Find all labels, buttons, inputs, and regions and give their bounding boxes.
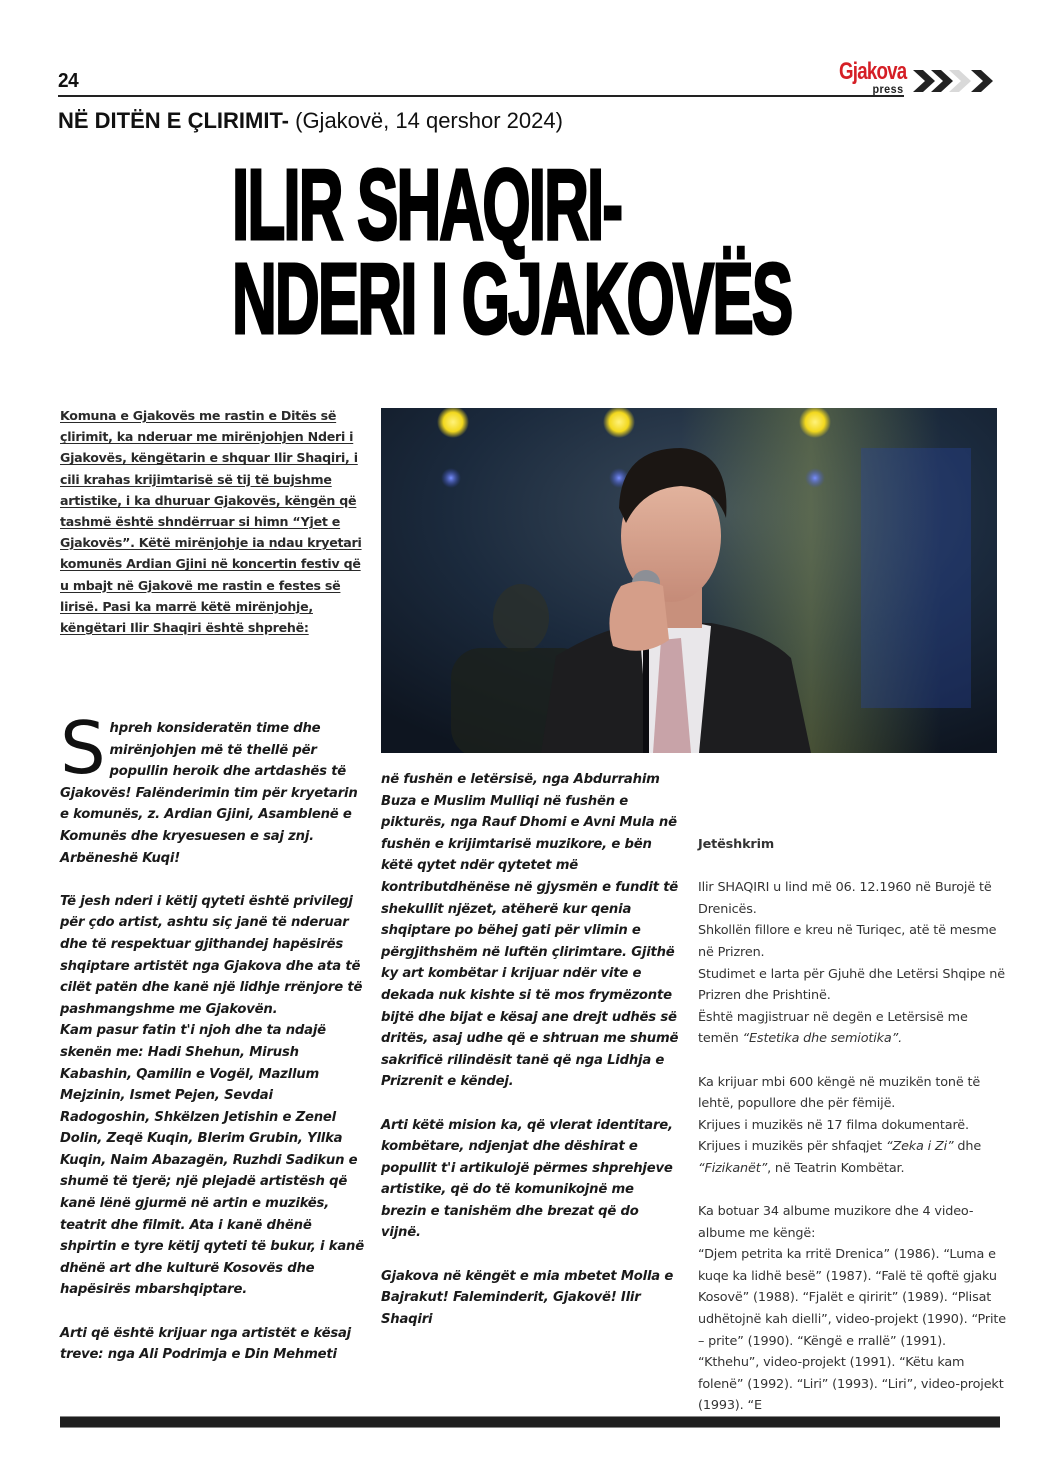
bio-schooling: Shkollën fillore e kreu në Turiqec, atë të mesme në Prizren. [698,923,997,960]
logo-subtitle: press [872,82,904,96]
bio-theatre-text: Krijues i muzikës për shfaqjet [698,1139,886,1155]
chevrons-icon [913,68,1003,94]
bio-theatre-show-1: “Zeka i Zi” [885,1139,954,1155]
article-photo [381,408,997,753]
quote-paragraph-6-text: Gjakova në këngët e mia mbetet Molla e Bajrakut! Faleminderit, Gjakovë! Ilir Shaqiri [381,1268,674,1327]
headline-line-2: NDERI I GJAKOVËS [232,243,792,355]
bio-songs: Ka krijuar mbi 600 këngë në muzikën tonë të lehtë, popullore dhe për fëmijë. [698,1074,981,1112]
publication-logo [816,58,908,98]
bio-masters-thesis: “Estetika dhe semiotika”. [742,1031,903,1047]
bio-theatre-end: , në Teatrin Kombëtar. [767,1160,905,1176]
biography-column [698,834,1008,1417]
drop-cap: S [60,706,106,790]
bio-studies: Studimet e larta për Gjuhë dhe Letërsi Shqipe në Prizren dhe Prishtinë. [698,966,1005,1004]
quote-paragraph-5-text: Arti këtë mision ka, që vlerat identitare, kombëtare, ndjenjat dhe dëshirat e popullit t'i artikulojë përmes shprehjeve artistike, që do të komunikojnë me brezin e tanishëm dhe brezat që do vijnë. [381,1117,673,1241]
quote-paragraph-3-text: Kam pasur fatin t'i njoh dhe ta ndajë skenën me: Hadi Shehun, Mirush Kabashin, Qamilin e Vogël, Mazllum Mejzinin, Ismet Pejen, Sevdai Radogoshin, Shkëlzen Jetishin e Zenel Dolin, Zeqë Kuqin, Blerim Grubin, Yllka Kuqin, Naim Abazagën, Ruzhdi Sadikun e shumë të tjerë; një plejadë artistësh që kanë lënë gjurmë në artin e muzikës, teatrit dhe filmit. Ata i kanë dhënë shpirtin e tyre këtij qyteti të bukur, i kanë dhënë art dhe kulturë Kosovës dhe hapësirës mbarshqiptare. [60,1023,364,1298]
header-rule [58,95,904,97]
chevron-1 [913,70,935,92]
bio-albums-intro: Ka botuar 34 albume muzikore dhe 4 video-albume me këngë: [698,1204,974,1241]
quote-paragraph-5 [381,1115,681,1245]
lead-paragraph: Komuna e Gjakovës me rastin e Ditës së çlirimit, ka nderuar me mirënjohjen Nderi i Gjakovës, këngëtarin e shquar Ilir Shaqiri, i cili krahas krijimtarisë së tij të bujshme artistike, i ka dhuruar Gjakovës, këngën që tashmë është shndërruar si himn “Yjet e Gjakovës”. Këtë mirënjohje ia ndau kryetari komunës Ardian Gjini në koncertin festiv që u mbajt në Gjakovë me rastin e festes së lirisë. Pasi ka marrë këtë mirënjohje, këngëtari Ilir Shaqiri është shprehë: [60,408,362,636]
bio-birth: Ilir SHAQIRI u lind më 06. 12.1960 në Burojë të Drenicës. [698,880,992,917]
quote-paragraph-2-text: Të jesh nderi i këtij qyteti është privilegj për çdo artist, ashtu siç janë të nderuar dhe të respektuar gjithandej hapësirës shqiptare artistët nga Gjakova dhe ata të cilët patën dhe kanë një lidhje rrënjore të pashmangshme me Gjakovën. [60,893,363,1017]
chevron-4 [971,70,993,92]
kicker-bold: NË DITËN E ÇLIRIMIT- [58,108,289,133]
quote-paragraph-3 [60,1020,366,1301]
quote-paragraph-4-start-text: Arti që është krijuar nga artistët e kësaj treve: nga Ali Podrimja e Din Mehmeti [60,1325,352,1363]
quote-paragraph-2 [60,891,366,1021]
bio-theatre-show-2: “Fizikanët” [698,1160,768,1176]
headline [232,149,792,355]
quote-paragraph-4-start [60,1323,366,1366]
headline-line-1: ILIR SHAQIRI- [232,149,622,261]
bio-albums-list: “Djem petrita ka rritë Drenica” (1986). “Luma e kuqe ka lidhë besë” (1987). “Falë të qoftë gjaku Kosovë” (1988). “Fjalët e qiririt” (1989). “Plisat udhëtojnë kah dielli”, video-projekt (1990). “Prite – prite” (1990). “Këngë e rrallë” (1991). “Kthehu”, video-projekt (1991). “Këtu kam folenë” (1992). “Liri” (1993). “Liri”, video-projekt (1993). “E [698,1247,1006,1414]
biography-heading: Jetëshkrim [698,837,775,852]
bio-theatre-and: dhe [953,1139,982,1155]
quote-paragraph-1 [60,706,366,869]
bio-masters [698,1007,1008,1050]
quote-paragraph-4-cont [381,769,681,1093]
kicker-date: (Gjakovë, 14 qershor 2024) [289,108,563,133]
bio-theatre [698,1136,1008,1179]
kicker [58,108,563,134]
bio-masters-text: Është magjistruar në degën e Letërsisë me temën [698,1009,968,1047]
quote-paragraph-1-text: hpreh konsideratën time dhe mirënjohjen më të thellë për popullin heroik dhe artdashës të Gjakovës! Falënderimin tim për kryetarin e komunës, z. Ardian Gjini, Asamblenë e Komunës dhe kryesuesen e saj znj. Arbëneshë Kuqi! [60,721,358,866]
bio-documentaries: Krijues i muzikës në 17 filma dokumentarë. [698,1117,969,1133]
page-number: 24 [58,70,79,92]
footer-bar [60,1416,1000,1428]
quote-column-2 [381,769,681,1352]
quote-paragraph-6 [381,1266,681,1331]
logo-wordmark: Gjakova [838,58,906,85]
singer-photo-icon [381,408,997,753]
quote-column-1 [60,706,366,1387]
quote-paragraph-4-cont-text: në fushën e letërsisë, nga Abdurrahim Buza e Muslim Mulliqi në fushën e pikturës, nga Rauf Dhomi e Avni Mula në fushën e krijimtarisë muzikore, e bën këtë qytet ndër qytetet më kontributdhënëse në gjysmën e fundit të shekullit njëzet, atëherë kur qenia shqiptare po bëhej gati për vlimin e përgjithshëm në luftën çlirimtare. Gjithë ky art kombëtar i krijuar ndër vite e dekada nuk kishte si të mos frymëzonte bijtë dhe bijat e kësaj ane drejt udhës së dritës, asaj udhe që e shtruan me shumë sakrificë rilindësit tanë që nga Lidhja e Prizrenit e këndej. [381,772,679,1090]
